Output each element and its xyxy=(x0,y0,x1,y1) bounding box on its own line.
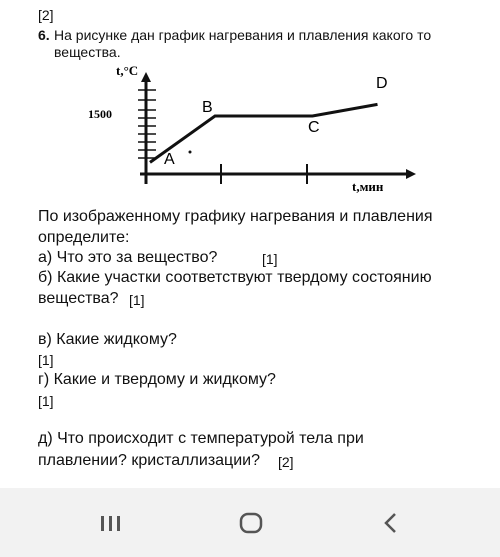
intro-line-2: определите: xyxy=(38,229,130,246)
navigation-bar xyxy=(0,488,500,557)
question-d-mark: [1] xyxy=(38,393,54,409)
temperature-curve xyxy=(150,104,378,162)
point-label-b: B xyxy=(202,99,213,116)
x-axis-label: t,мин xyxy=(352,179,384,194)
home-button[interactable] xyxy=(236,508,266,538)
back-button[interactable] xyxy=(376,508,406,538)
point-label-a: A xyxy=(164,151,175,168)
question-d: г) Какие и твердому и жидкому? xyxy=(38,371,276,388)
question-b-line-1: б) Какие участки соответствуют твердому состоянию xyxy=(38,269,432,286)
dot-mark xyxy=(189,151,192,154)
question-e-line-2: плавлении? кристаллизации? xyxy=(38,452,260,469)
question-e-mark: [2] xyxy=(278,454,294,470)
y-axis-arrow xyxy=(141,72,151,82)
point-label-c: C xyxy=(308,119,320,136)
question-text: На рисунке дан график нагревания и плавления какого то вещества. xyxy=(54,27,432,60)
question-a: а) Что это за вещество? xyxy=(38,249,218,266)
home-icon xyxy=(236,508,266,538)
question-a-mark: [1] xyxy=(262,251,278,267)
question-c: в) Какие жидкому? xyxy=(38,331,177,348)
recent-apps-icon xyxy=(96,508,126,538)
question-b-line-2: вещества? xyxy=(38,290,119,307)
point-label-d: D xyxy=(376,75,388,92)
y-tick-label-1500: 1500 xyxy=(88,107,112,121)
previous-mark: [2] xyxy=(38,7,54,23)
question-number: 6. xyxy=(38,27,50,43)
heating-melting-graph xyxy=(80,60,420,200)
question-b-mark: [1] xyxy=(129,292,145,308)
x-axis-arrow xyxy=(406,169,416,179)
question-e-line-1: д) Что происходит с температурой тела при xyxy=(38,430,364,447)
recent-apps-button[interactable] xyxy=(96,508,126,538)
y-axis-label: t,°C xyxy=(116,63,139,78)
intro-line-1: По изображенному графику нагревания и плавления xyxy=(38,208,433,225)
back-icon xyxy=(376,508,406,538)
question-c-mark: [1] xyxy=(38,352,54,368)
